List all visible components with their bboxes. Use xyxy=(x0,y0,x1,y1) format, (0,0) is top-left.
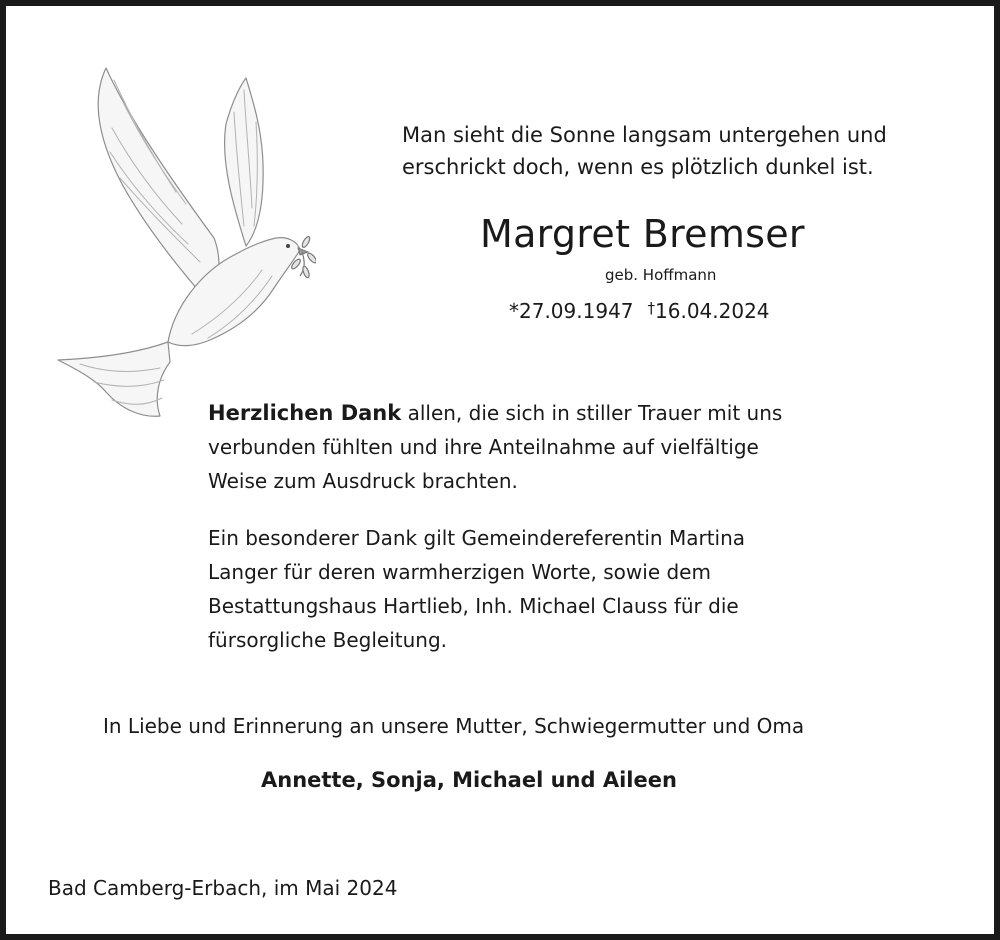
death-date: 16.04.2024 xyxy=(655,299,770,323)
special-thanks-line-2: Langer für deren warmherzigen Worte, sowie dem xyxy=(208,560,711,584)
special-thanks-line-4: fürsorgliche Begleitung. xyxy=(208,628,447,652)
thanks-line-1: allen, die sich in stiller Trauer mit uns xyxy=(401,401,783,425)
motto-line-1: Man sieht die Sonne langsam untergehen und xyxy=(402,123,887,147)
thanks-line-3: Weise zum Ausdruck brachten. xyxy=(208,469,518,493)
thanks-paragraph xyxy=(208,396,782,498)
special-thanks-line-1: Ein besonderer Dank gilt Gemeindereferentin Martina xyxy=(208,526,746,550)
died-symbol: † xyxy=(647,299,656,317)
birth-date: 27.09.1947 xyxy=(519,299,634,323)
family-names: Annette, Sonja, Michael und Aileen xyxy=(261,768,677,792)
thanks-line-2: verbunden fühlten und ihre Anteilnahme auf vielfältige xyxy=(208,435,759,459)
dove-with-olive-branch-icon xyxy=(50,58,316,420)
life-dates xyxy=(509,293,770,326)
maiden-name: geb. Hoffmann xyxy=(605,266,717,284)
motto-quote xyxy=(402,119,887,183)
memory-line: In Liebe und Erinnerung an unsere Mutter, Schwiegermutter und Oma xyxy=(103,714,805,738)
deceased-name: Margret Bremser xyxy=(480,212,805,256)
thanks-lead: Herzlichen Dank xyxy=(208,401,402,425)
motto-line-2: erschrickt doch, wenn es plötzlich dunkel ist. xyxy=(402,155,874,179)
place-and-date: Bad Camberg-Erbach, im Mai 2024 xyxy=(48,876,398,900)
born-symbol: * xyxy=(509,299,519,323)
special-thanks-paragraph xyxy=(208,521,745,657)
special-thanks-line-3: Bestattungshaus Hartlieb, Inh. Michael Clauss für die xyxy=(208,594,739,618)
